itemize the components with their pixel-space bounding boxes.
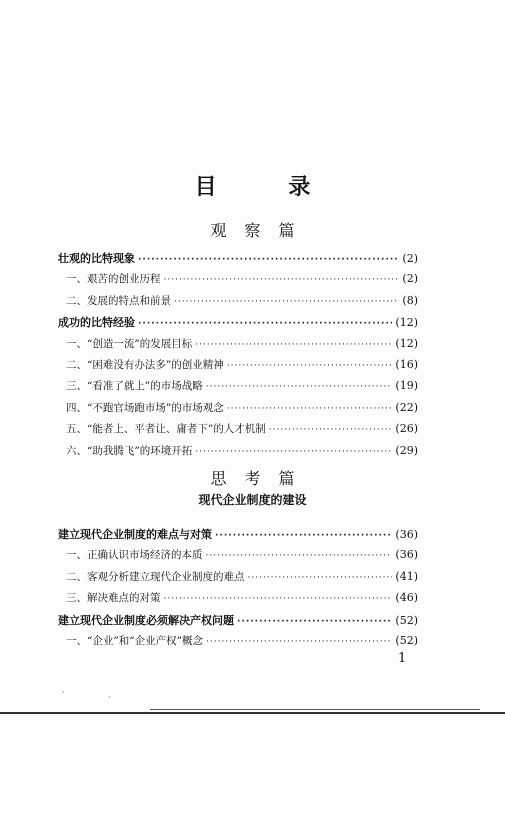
section-title-observation: 观察篇 bbox=[210, 221, 313, 240]
toc-section-observation bbox=[58, 250, 418, 464]
dot-leader bbox=[237, 617, 392, 627]
toc-entry-title: 一、艰苦的创业历程 bbox=[66, 273, 161, 286]
toc-entry-title: 成功的比特经验 bbox=[58, 316, 135, 330]
scan-speck: · bbox=[108, 693, 111, 702]
toc-entry-page: (16) bbox=[395, 357, 418, 371]
toc-entry-page: (36) bbox=[395, 548, 418, 562]
toc-section-entry bbox=[58, 378, 418, 399]
scan-edge-line bbox=[0, 712, 505, 714]
toc-entry-title: 二、客观分析建立现代企业制度的难点 bbox=[66, 570, 245, 583]
scan-speck: · bbox=[62, 688, 65, 697]
toc-entry-page: (2) bbox=[402, 272, 418, 286]
toc-entry-title: 建立现代企业制度必须解决产权问题 bbox=[58, 613, 234, 627]
toc-entry-title: 三、解决难点的对策 bbox=[66, 592, 161, 605]
dot-leader bbox=[215, 531, 392, 541]
dot-leader bbox=[206, 382, 393, 392]
toc-section-thinking bbox=[58, 526, 418, 654]
toc-entry-title: 建立现代企业制度的难点与对策 bbox=[58, 528, 212, 541]
toc-entry-page: (41) bbox=[395, 569, 418, 583]
toc-section-entry bbox=[58, 633, 418, 654]
toc-entry-page: (22) bbox=[395, 400, 418, 414]
toc-chapter-entry bbox=[58, 526, 418, 547]
toc-entry-title: 一、“企业”和“企业产权”概念 bbox=[66, 634, 203, 647]
dot-leader bbox=[195, 340, 392, 350]
dot-leader bbox=[174, 297, 399, 307]
toc-chapter-entry bbox=[58, 250, 418, 271]
section-subtitle: 现代企业制度的建设 bbox=[198, 493, 307, 507]
toc-entry-title: 一、“创造一流”的发展目标 bbox=[66, 337, 193, 350]
dot-leader bbox=[269, 425, 393, 435]
toc-entry-page: (29) bbox=[395, 443, 418, 457]
toc-section-entry bbox=[58, 336, 418, 357]
dot-leader bbox=[138, 255, 399, 265]
toc-entry-page: (8) bbox=[402, 293, 418, 307]
toc-chapter-entry bbox=[58, 612, 418, 633]
toc-section-entry bbox=[58, 293, 418, 314]
scan-edge-line bbox=[150, 709, 480, 710]
toc-entry-title: 三、“看准了就上”的市场战略 bbox=[66, 380, 203, 393]
dot-leader bbox=[164, 275, 400, 285]
dot-leader bbox=[138, 319, 392, 329]
toc-entry-title: 五、“能者上、平者让、庸者下”的人才机制 bbox=[66, 423, 266, 436]
toc-section-entry bbox=[58, 569, 418, 590]
dot-leader bbox=[164, 594, 393, 604]
toc-section-entry bbox=[58, 271, 418, 292]
dot-leader bbox=[206, 637, 392, 647]
toc-entry-title: 四、“不跑官场跑市场”的市场观念 bbox=[66, 401, 224, 414]
toc-entry-page: (12) bbox=[395, 336, 418, 350]
toc-section-entry bbox=[58, 357, 418, 378]
toc-chapter-entry bbox=[58, 314, 418, 335]
dot-leader bbox=[227, 361, 393, 371]
toc-entry-page: (2) bbox=[402, 252, 418, 265]
toc-entry-title: 二、发展的特点和前景 bbox=[66, 294, 171, 307]
toc-section-entry bbox=[58, 400, 418, 421]
toc-entry-title: 二、“困难没有办法多”的创业精神 bbox=[66, 358, 224, 371]
toc-section-entry bbox=[58, 547, 418, 568]
dot-leader bbox=[248, 573, 393, 583]
toc-entry-page: (26) bbox=[395, 422, 418, 436]
dot-leader bbox=[206, 551, 393, 561]
toc-entry-page: (46) bbox=[395, 591, 418, 605]
toc-entry-page: (19) bbox=[395, 379, 418, 393]
page-title: 目 录 bbox=[194, 175, 343, 200]
toc-entry-page: (12) bbox=[395, 316, 418, 330]
toc-entry-title: 一、正确认识市场经济的本质 bbox=[66, 549, 203, 562]
toc-entry-page: (52) bbox=[395, 633, 418, 647]
dot-leader bbox=[227, 404, 393, 414]
toc-entry-title: 六、“助我腾飞”的环境开拓 bbox=[66, 444, 193, 457]
toc-entry-page: (52) bbox=[395, 613, 418, 627]
dot-leader bbox=[195, 447, 392, 457]
toc-entry-page: (36) bbox=[395, 528, 418, 541]
page-number: 1 bbox=[398, 651, 407, 666]
toc-section-entry bbox=[58, 421, 418, 442]
toc-section-entry bbox=[58, 443, 418, 464]
toc-entry-title: 壮观的比特现象 bbox=[58, 252, 135, 265]
toc-section-entry bbox=[58, 590, 418, 611]
section-title-thinking: 思考篇 bbox=[210, 469, 313, 488]
